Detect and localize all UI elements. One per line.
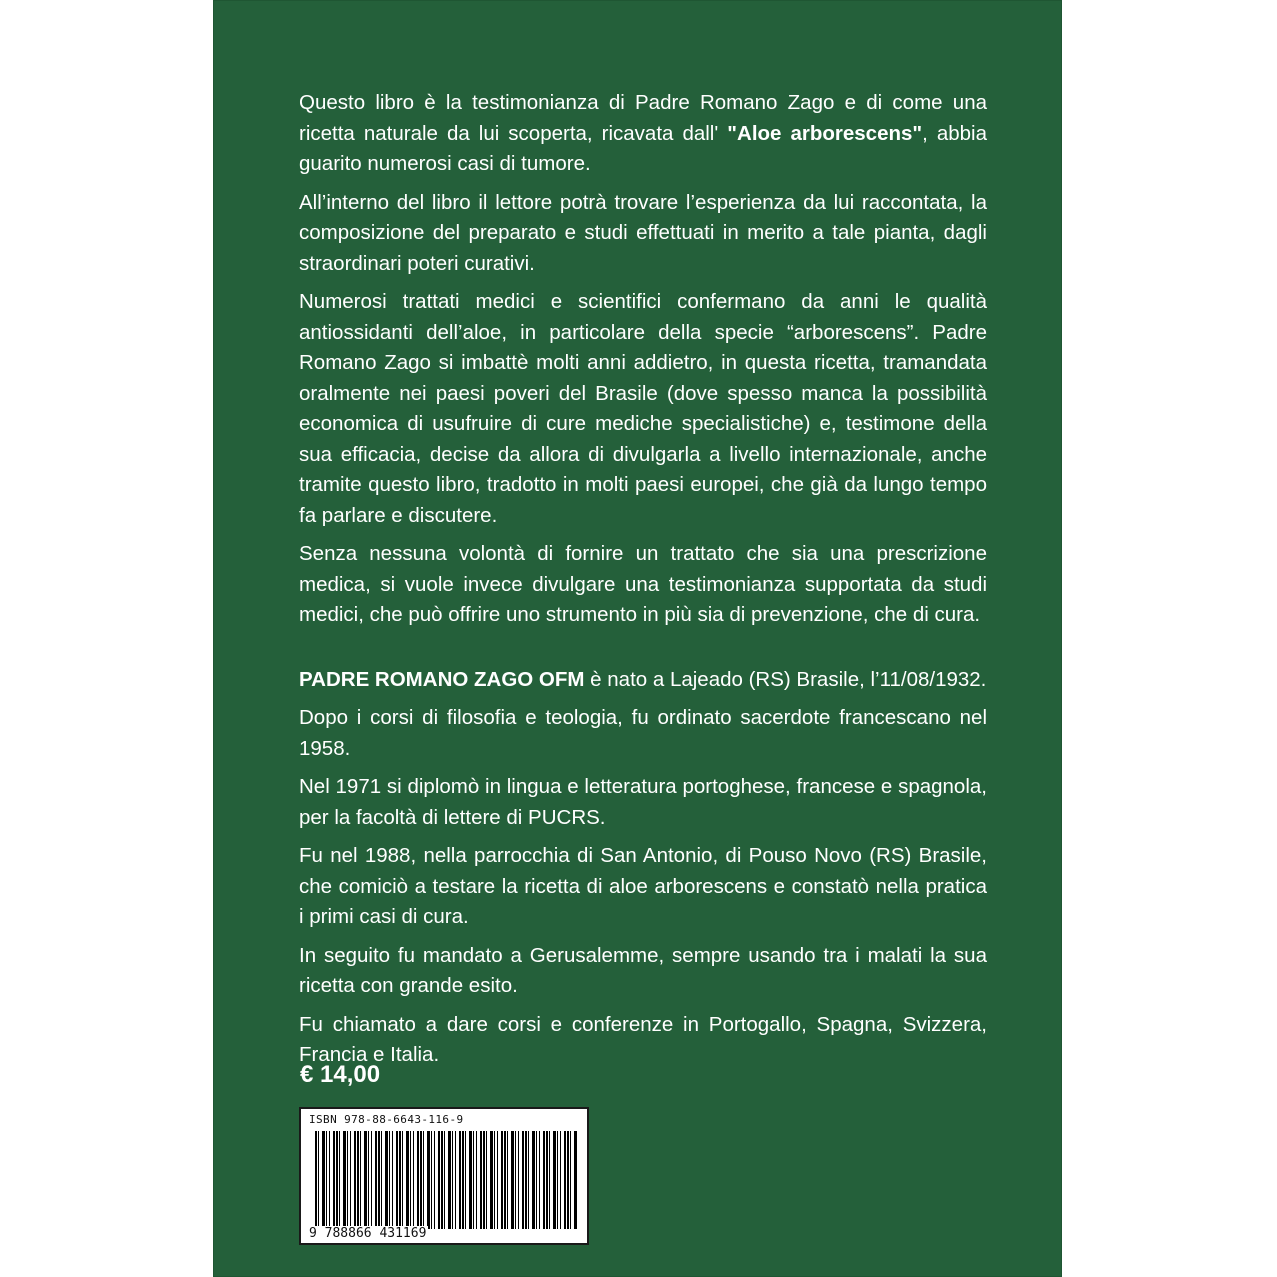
- isbn-barcode: [299, 1107, 589, 1245]
- description-paragraph-2: All’interno del libro il lettore potrà trovare l’esperienza da lui raccontata, la composizione del preparato e studi effettuati in merito a tale pianta, dagli straordinari poteri curativi.: [299, 190, 987, 275]
- author-bio-paragraph-6: Fu chiamato a dare corsi e conferenze in Portogallo, Spagna, Svizzera, Francia e Italia.: [299, 1012, 987, 1066]
- description-paragraph-3: Numerosi trattati medici e scientifici confermano da anni le qualità antiossidanti dell’aloe, in particolare della specie “arborescens”. Padre Romano Zago si imbattè molti anni addietro, in questa ricetta, tramandata oralmente nei paesi poveri del Brasile (dove spesso manca la possibilità economica di usufruire di cure mediche specialistiche) e, testimone della sua efficacia, decise da allora di divulgarla a livello internazionale, anche tramite questo libro, tradotto in molti paesi europei, che già da lungo tempo fa parlare e discutere.: [299, 290, 987, 527]
- author-bio-paragraph-4: Fu nel 1988, nella parrocchia di San Antonio, di Pouso Novo (RS) Brasile, che comiciò a testare la ricetta di aloe arborescens e constatò nella pratica i primi casi di cura.: [299, 844, 987, 928]
- author-bio-paragraph-5: In seguito fu mandato a Gerusalemme, sempre usando tra i malati la sua ricetta con grande esito.: [299, 943, 987, 997]
- description-text: , abbia guarito numerosi casi di tumore.: [299, 121, 987, 175]
- book-back-cover: [213, 0, 1062, 1277]
- section-spacer: [299, 639, 987, 665]
- back-cover-text: [299, 88, 987, 1079]
- description-paragraph-1: [299, 88, 987, 180]
- barcode-bars: [315, 1131, 577, 1229]
- description-paragraph-4: Senza nessuna volontà di fornire un trattato che sia una prescrizione medica, si vuole invece divulgare una testimonianza supportata da studi medici, che può offrire uno strumento in più sia di prevenzione, che di cura.: [299, 542, 987, 626]
- aloe-highlight: "Aloe arborescens": [727, 121, 923, 145]
- description-text: Questo libro è la testimonianza di Padre Romano Zago e di come una ricetta naturale da lui scoperta, ricavata dall': [299, 91, 987, 145]
- author-bio-paragraph-3: Nel 1971 si diplomò in lingua e letteratura portoghese, francese e spagnola, per la facoltà di lettere di PUCRS.: [299, 775, 987, 829]
- author-bio-paragraph-1: [299, 665, 987, 696]
- author-bio-paragraph-2: Dopo i corsi di filosofia e teologia, fu ordinato sacerdote francescano nel 1958.: [299, 706, 987, 760]
- author-birth-text: è nato a Lajeado (RS) Brasile, l’11/08/1932.: [584, 667, 987, 691]
- price-label: € 14,00: [300, 1061, 381, 1088]
- isbn-number: ISBN 978-88-6643-116-9: [309, 1113, 464, 1126]
- ean-digits: 9 788866 431169: [309, 1226, 427, 1241]
- author-name: PADRE ROMANO ZAGO OFM: [299, 667, 585, 691]
